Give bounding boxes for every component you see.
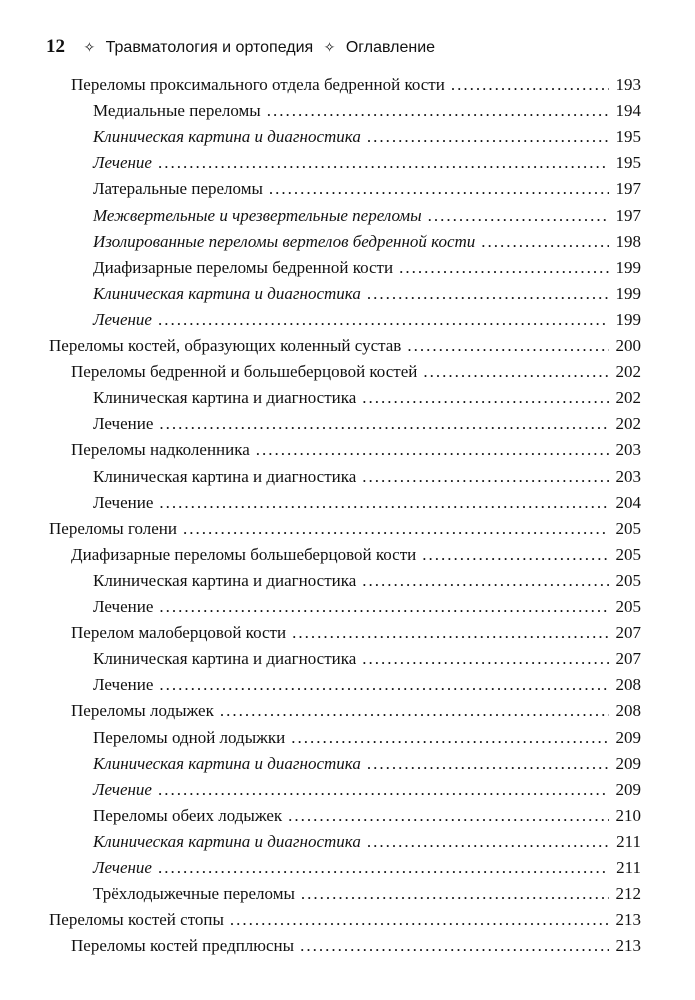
dot-leader <box>481 229 609 255</box>
toc-entry-title: Диафизарные переломы бедренной кости <box>93 257 394 277</box>
toc-entry <box>0 907 641 933</box>
header-separator-icon: ✧ <box>323 39 336 55</box>
toc-entry <box>0 359 641 385</box>
toc-entry-page: 197 <box>615 205 641 225</box>
dot-leader <box>367 281 609 307</box>
toc-entry <box>0 568 641 594</box>
toc-entry-page: 199 <box>615 283 641 303</box>
dot-leader <box>288 803 609 829</box>
dot-leader <box>183 516 609 542</box>
toc-entry-page: 195 <box>615 153 641 173</box>
dot-leader <box>367 829 609 855</box>
dot-leader <box>422 542 609 568</box>
toc-entry-title: Клиническая картина и диагностика <box>93 466 357 486</box>
dot-leader <box>451 72 609 98</box>
toc-entry-title: Клиническая картина и диагностика <box>93 283 361 303</box>
toc-entry-title: Переломы надколенника <box>71 440 250 460</box>
toc-entry-title: Лечение <box>93 597 154 616</box>
toc-entry <box>0 881 641 907</box>
dot-leader <box>159 490 609 516</box>
dot-leader <box>269 176 609 202</box>
toc-entry-page: 199 <box>615 257 641 277</box>
toc-entry <box>0 855 641 881</box>
toc-entry <box>0 751 641 777</box>
toc-entry <box>0 464 641 490</box>
toc-entry <box>0 777 641 803</box>
toc-entry-page: 209 <box>615 727 641 747</box>
toc-entry-page: 213 <box>615 910 641 930</box>
dot-leader <box>159 411 609 437</box>
toc-entry-title: Медиальные переломы <box>93 101 261 121</box>
toc-entry-page: 194 <box>615 101 641 121</box>
dot-leader <box>423 359 609 385</box>
toc-entry-page: 205 <box>615 570 641 590</box>
dot-leader <box>362 568 609 594</box>
toc-entry-page: 205 <box>615 597 641 616</box>
toc-entry <box>0 72 641 98</box>
dot-leader <box>292 620 609 646</box>
header-separator-icon: ✧ <box>83 39 96 55</box>
toc-entry-title: Клиническая картина и диагностика <box>93 831 361 851</box>
toc-entry-page: 205 <box>615 518 641 538</box>
running-header <box>46 36 435 58</box>
toc-entry <box>0 385 641 411</box>
toc-entry <box>0 542 641 568</box>
dot-leader <box>158 855 609 881</box>
toc-entry-page: 207 <box>615 649 641 669</box>
dot-leader <box>362 464 609 490</box>
dot-leader <box>367 124 609 150</box>
toc-entry <box>0 725 641 751</box>
toc-entry-page: 207 <box>615 623 641 643</box>
toc-entry-page: 198 <box>615 231 641 251</box>
toc-entry-title: Клиническая картина и диагностика <box>93 753 361 773</box>
toc-entry-page: 203 <box>615 440 641 460</box>
toc-entry <box>0 672 641 698</box>
toc-entry <box>0 411 641 437</box>
toc-entry-title: Лечение <box>93 675 154 695</box>
dot-leader <box>158 777 609 803</box>
toc-entry-title: Лечение <box>93 153 152 173</box>
toc-entry-page: 210 <box>615 805 641 825</box>
toc-entry <box>0 646 641 672</box>
toc-entry <box>0 307 641 333</box>
toc-entry-page: 209 <box>615 779 641 799</box>
toc-entry <box>0 933 641 959</box>
dot-leader <box>399 255 609 281</box>
toc-entry-page: 202 <box>615 362 641 382</box>
toc-entry <box>0 203 641 229</box>
toc-entry-page: 199 <box>615 309 641 329</box>
toc-entry-title: Лечение <box>93 858 152 877</box>
toc-entry <box>0 698 641 724</box>
toc-entry-title: Клиническая картина и диагностика <box>93 570 357 590</box>
toc-entry-page: 213 <box>615 936 641 956</box>
toc-entry-title: Лечение <box>93 309 152 329</box>
dot-leader <box>367 751 609 777</box>
toc-entry <box>0 176 641 202</box>
toc-entry <box>0 229 641 255</box>
toc-entry-title: Переломы костей, образующих коленный сустав <box>49 336 402 355</box>
toc-entry-page: 193 <box>615 75 641 94</box>
toc-entry <box>0 516 641 542</box>
toc-entry-page: 205 <box>615 544 641 564</box>
toc-entry <box>0 829 641 855</box>
toc-entry-page: 208 <box>615 675 641 695</box>
toc-entry-title: Изолированные переломы вертелов бедренной кости <box>93 231 476 251</box>
toc-entry-page: 209 <box>615 753 641 773</box>
toc-entry <box>0 437 641 463</box>
toc-entry-title: Диафизарные переломы большеберцовой кости <box>71 544 417 564</box>
toc-entry-title: Переломы одной лодыжки <box>93 727 286 747</box>
toc-entry-page: 195 <box>615 127 641 147</box>
toc-entry-title: Переломы костей стопы <box>49 910 224 930</box>
toc-entry-page: 211 <box>616 858 641 877</box>
dot-leader <box>407 333 609 359</box>
dot-leader <box>220 698 609 724</box>
toc-entry <box>0 594 641 620</box>
toc-entry <box>0 255 641 281</box>
toc-entry-page: 211 <box>616 831 641 851</box>
dot-leader <box>428 203 609 229</box>
toc-entry <box>0 150 641 176</box>
toc-entry <box>0 620 641 646</box>
toc-entry-title: Переломы лодыжек <box>71 701 214 721</box>
dot-leader <box>159 672 609 698</box>
page-number: 12 <box>46 36 65 57</box>
dot-leader <box>256 437 609 463</box>
dot-leader <box>267 98 609 124</box>
dot-leader <box>291 725 609 751</box>
toc-entry <box>0 124 641 150</box>
toc-entry-title: Переломы обеих лодыжек <box>93 805 283 825</box>
toc-entry-page: 212 <box>615 884 641 904</box>
toc-entry-title: Переломы костей предплюсны <box>71 936 295 956</box>
toc-entry-title: Лечение <box>93 414 154 434</box>
toc-entry-page: 197 <box>615 179 641 199</box>
dot-leader <box>158 150 609 176</box>
toc-entry-title: Перелом малоберцовой кости <box>71 623 287 643</box>
dot-leader <box>301 881 609 907</box>
toc-entry-title: Лечение <box>93 779 152 799</box>
toc-entry-title: Межвертельные и чрезвертельные переломы <box>93 205 422 225</box>
toc-entry-title: Переломы голени <box>49 518 178 538</box>
toc-entry <box>0 333 641 359</box>
toc-entry-title: Клиническая картина и диагностика <box>93 127 361 147</box>
toc-entry-title: Латеральные переломы <box>93 179 263 199</box>
toc-entry <box>0 281 641 307</box>
dot-leader <box>159 594 609 620</box>
dot-leader <box>230 907 609 933</box>
toc-entry-page: 200 <box>615 336 641 355</box>
toc-entry <box>0 490 641 516</box>
toc-entry-page: 203 <box>615 466 641 486</box>
toc-entry-title: Переломы бедренной и большеберцовой костей <box>71 362 418 382</box>
toc-entry-title: Трёхлодыжечные переломы <box>93 884 295 904</box>
toc-entry-page: 204 <box>615 492 641 512</box>
dot-leader <box>362 385 609 411</box>
toc-entry <box>0 803 641 829</box>
toc-entry-page: 202 <box>615 414 641 434</box>
toc-entry-page: 208 <box>615 701 641 721</box>
toc-entry-title: Лечение <box>93 492 154 512</box>
section-title: Оглавление <box>345 39 436 56</box>
toc-entry-title: Клиническая картина и диагностика <box>93 388 357 408</box>
dot-leader <box>362 646 609 672</box>
toc-entry-title: Клиническая картина и диагностика <box>93 649 357 669</box>
book-title: Травматология и ортопедия <box>105 39 314 56</box>
toc-entry <box>0 98 641 124</box>
dot-leader <box>158 307 609 333</box>
dot-leader <box>300 933 609 959</box>
toc-entry-page: 202 <box>615 388 641 408</box>
toc-entry-title: Переломы проксимального отдела бедренной кости <box>71 75 445 94</box>
